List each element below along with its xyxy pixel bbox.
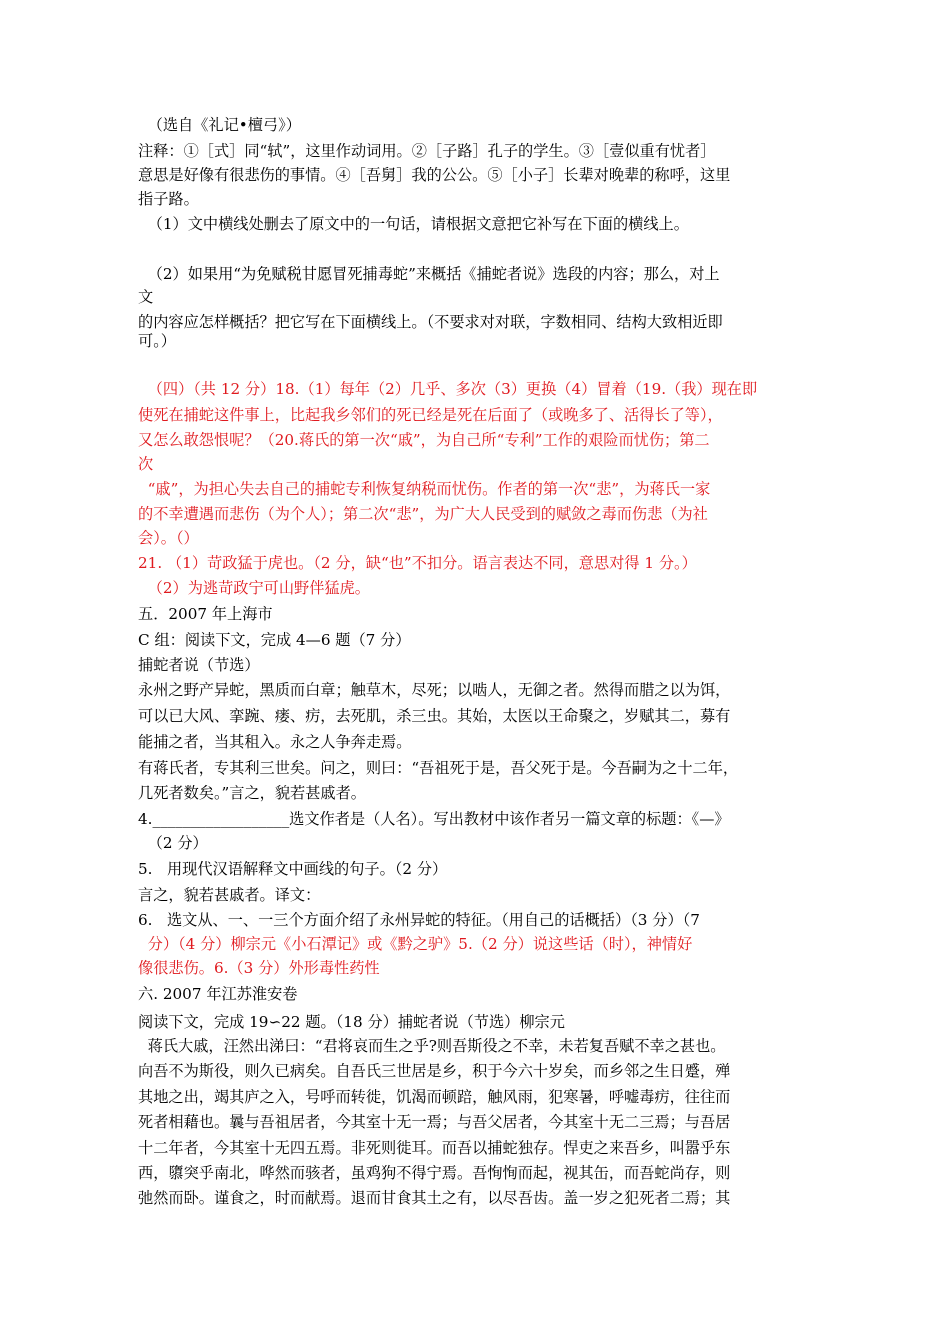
passage-line: 有蒋氏者，专其利三世矣。问之，则曰：“吾祖死于是，吾父死于是。今吾嗣为之十二年，: [138, 759, 739, 777]
question-line: （2）如果用“为免赋税甘愿冒死捕毒蛇”来概括《捕蛇者说》选段的内容；那么，对上: [138, 265, 720, 283]
answer-line: 会）。（）: [138, 529, 199, 547]
passage-line: 蒋氏大戚，汪然出涕曰：“君将哀而生之乎?则吾斯役之不幸，未若复吾赋不幸之甚也。: [138, 1037, 726, 1055]
question-line: 4.__________________选文作者是（人名）。写出教材中该作者另一篇文章的标题：《—》: [138, 810, 730, 828]
question-line: 文: [138, 288, 154, 306]
section-heading: 六. 2007 年江苏淮安卷: [138, 985, 298, 1003]
answer-line: 分）（4 分）柳宗元《小石潭记》或《黔之驴》5.（2 分）说这些话（时），神情好: [138, 935, 693, 953]
answer-line: 21. （1）苛政猛于虎也。（2 分，缺“也”不扣分。语言表达不同，意思对得 1 分。）: [138, 554, 697, 572]
question-line: （1）文中横线处删去了原文中的一句话，请根据文意把它补写在下面的横线上。: [138, 215, 689, 233]
answer-line: 的不幸遭遇而悲伤（为个人）；第二次“悲”，为广大人民受到的赋敛之毒而伤悲（为社: [138, 505, 708, 523]
question-line: 言之，貌若甚戚者。译文：: [138, 886, 321, 904]
question-line: 的内容应怎样概括？把它写在下面横线上。（不要求对对联，字数相同、结构大致相近即: [138, 313, 723, 331]
annotation-line: 意思是好像有很悲伤的事情。④［吾舅］我的公公。⑤［小子］长辈对晚辈的称呼，这里: [138, 166, 731, 184]
passage-line: 永州之野产异蛇，黑质而白章；触草木，尽死；以啮人，无御之者。然得而腊之以为饵，: [138, 681, 731, 699]
answer-line: 次: [138, 455, 154, 473]
answer-line: 又怎么敢怨恨呢？（20.蒋氏的第一次“戚”，为自己所“专利”工作的艰险而忧伤；第二: [138, 431, 710, 449]
question-line: 6. 选文从、一、一三个方面介绍了永州异蛇的特征。（用自己的话概括）（3 分）（7: [138, 911, 700, 929]
section-instruction: 阅读下文，完成 19∽22 题。（18 分）捕蛇者说（节选）柳宗元: [138, 1013, 565, 1031]
answer-line: 使死在捕蛇这件事上，比起我乡邻们的死已经是死在后面了（或晚多了、活得长了等），: [138, 406, 723, 424]
annotation-line: 指子路。: [138, 190, 199, 208]
question-line: 5. 用现代汉语解释文中画线的句子。（2 分）: [138, 860, 448, 878]
answer-line: （2）为逃苛政宁可山野伴猛虎。: [138, 579, 370, 597]
passage-line: 几死者数矣。”言之，貌若甚戚者。: [138, 784, 366, 802]
section-heading: 五．2007 年上海市: [138, 605, 273, 623]
passage-line: 能捕之者，当其租入。永之人争奔走焉。: [138, 733, 412, 751]
annotation-line: 注释：①［式］同“轼”，这里作动词用。②［子路］孔子的学生。③［壹似重有忧者］: [138, 142, 716, 160]
passage-line: 可以已大风、挛踠、瘘、疠，去死肌，杀三虫。其始，太医以王命聚之，岁赋其二，募有: [138, 707, 731, 725]
passage-line: 弛然而卧。谨食之，时而献焉。退而甘食其土之有，以尽吾齿。盖一岁之犯死者二焉；其: [138, 1189, 731, 1207]
question-line: （2 分）: [138, 834, 208, 852]
passage-line: 向吾不为斯役，则久已病矣。自吾氏三世居是乡，积于今六十岁矣，而乡邻之生日蹙，殚: [138, 1062, 731, 1080]
passage-title: 捕蛇者说（节选）: [138, 656, 260, 674]
passage-line: 西，隳突乎南北，哗然而骇者，虽鸡狗不得宁焉。吾恂恂而起，视其缶，而吾蛇尚存，则: [138, 1164, 731, 1182]
passage-line: 十二年者，今其室十无四五焉。非死则徙耳。而吾以捕蛇独存。悍吏之来吾乡，叫嚣乎东: [138, 1139, 731, 1157]
question-line: 可。）: [138, 332, 176, 350]
passage-line: 其地之出，竭其庐之入，号呼而转徙，饥渴而顿踣，触风雨，犯寒暑，呼嘘毒疠，往往而: [138, 1088, 731, 1106]
section-instruction: C 组：阅读下文，完成 4—6 题（7 分）: [138, 631, 411, 649]
passage-line: 死者相藉也。曩与吾祖居者，今其室十无一焉；与吾父居者，今其室十无二三焉；与吾居: [138, 1113, 731, 1131]
answer-line: （四）（共 12 分）18.（1）每年（2）几乎、多次（3）更换（4）冒着（19.（我）现在即: [138, 380, 758, 398]
answer-line: “戚”，为担心失去自己的捕蛇专利恢复纳税而忧伤。作者的第一次“悲”，为蒋氏一家: [138, 480, 711, 498]
source-citation: （选自《礼记•檀弓》）: [138, 116, 301, 134]
answer-line: 像很悲伤。6.（3 分）外形毒性药性: [138, 959, 380, 977]
